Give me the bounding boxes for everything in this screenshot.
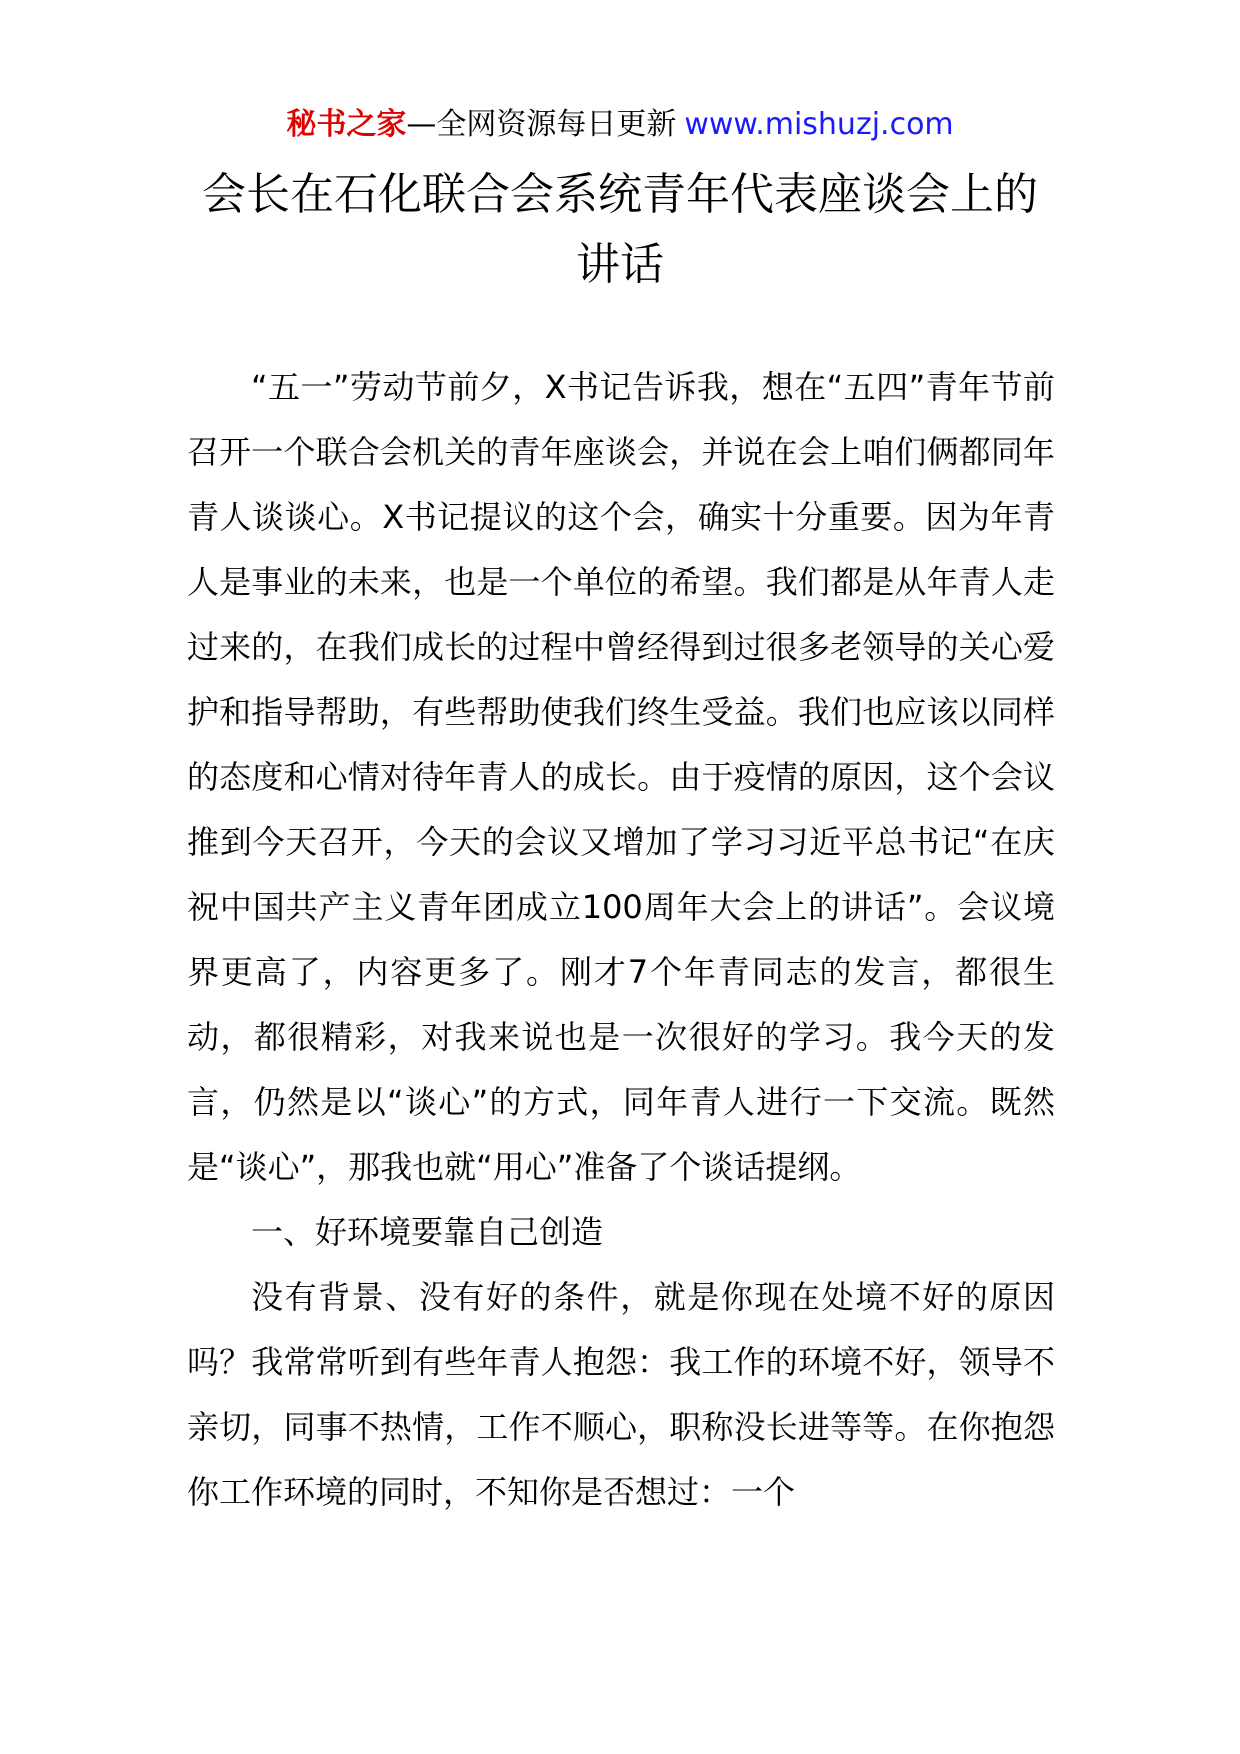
paragraph-intro: “五一”劳动节前夕，X书记告诉我，想在“五四”青年节前召开一个联合会机关的青年座谈会，并说在会上咱们俩都同年青人谈谈心。X书记提议的这个会，确实十分重要。因为年青人是事业的未来，也是一个单位的希望。我们都是从年青人走过来的，在我们成长的过程中曾经得到过很多老领导的关心爱护和指导帮助，有些帮助使我们终生受益。我们也应该以同样的态度和心情对待年青人的成长。由于疫情的原因，这个会议推到今天召开，今天的会议又增加了学习习近平总书记“在庆祝中国共产主义青年团成立100周年大会上的讲话”。会议境界更高了，内容更多了。刚才7个年青同志的发言，都很生动，都很精彩，对我来说也是一次很好的学习。我今天的发言，仍然是以“谈心”的方式，同年青人进行一下交流。既然是“谈心”，那我也就“用心”准备了个谈话提纲。 bbox=[187, 368, 1055, 1186]
document-body bbox=[187, 355, 1055, 1525]
site-url-link[interactable]: www.mishuzj.com bbox=[684, 107, 954, 142]
site-header bbox=[0, 100, 1240, 150]
section-heading-1: 一、好环境要靠自己创造 bbox=[251, 1213, 604, 1251]
header-slogan: —全网资源每日更新 bbox=[406, 107, 677, 142]
brand-name: 秘书之家 bbox=[286, 107, 407, 142]
paragraph-section-1: 没有背景、没有好的条件，就是你现在处境不好的原因吗？我常常听到有些年青人抱怨：我工作的环境不好，领导不亲切，同事不热情，工作不顺心，职称没长进等等。在你抱怨你工作环境的同时，不知你是否想过：一个 bbox=[187, 1278, 1055, 1511]
document-title: 会长在石化联合会系统青年代表座谈会上的讲话 bbox=[202, 169, 1038, 290]
